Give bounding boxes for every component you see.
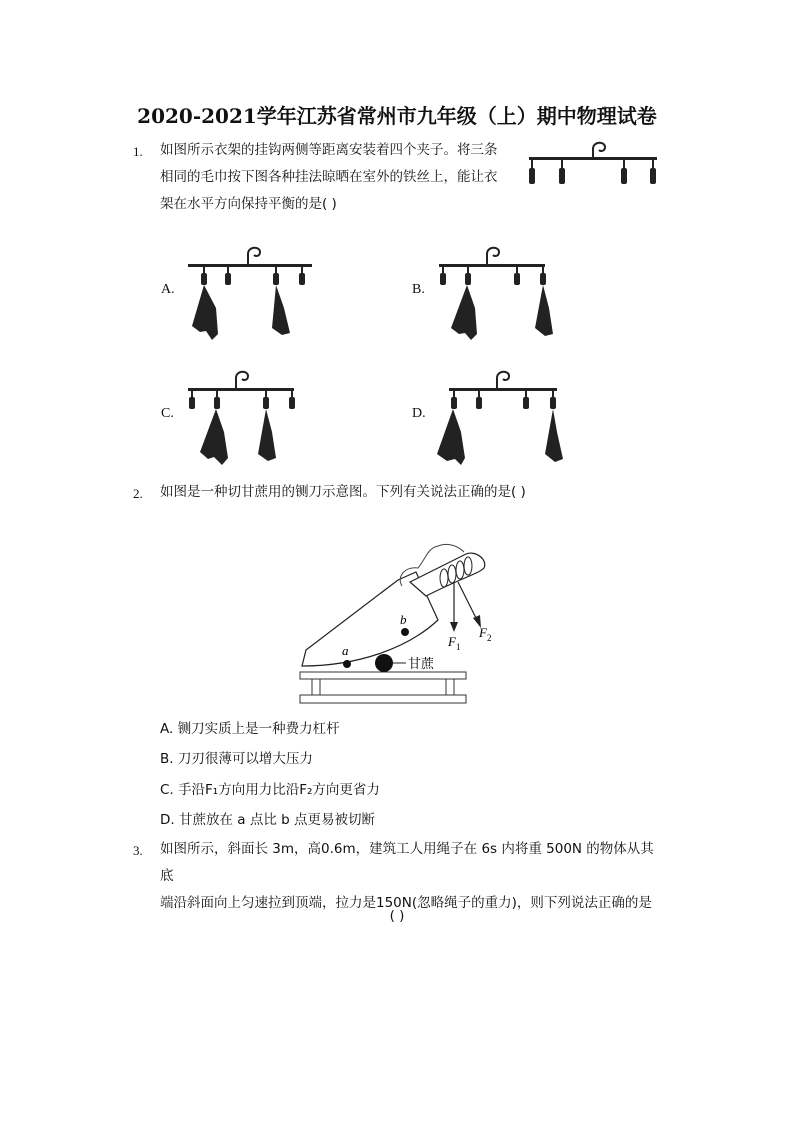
- question-3-line-1: 如图所示，斜面长 3m，高0.6m，建筑工人用绳子在 6s 内将重 500N 的物体从其底: [160, 841, 654, 884]
- question-3-number: 3.: [133, 843, 143, 858]
- option-c-figure: [186, 362, 314, 468]
- question-3-answer-paren: ( ): [389, 908, 405, 924]
- option-label: D.: [160, 812, 175, 828]
- force-f2-label: F: [479, 625, 487, 640]
- option-label: C.: [160, 782, 174, 798]
- option-b-label: B.: [412, 282, 425, 297]
- point-a-label: a: [342, 643, 349, 658]
- guillotine-figure: [298, 538, 498, 708]
- question-1-number: 1.: [133, 144, 143, 159]
- question-2-option-c: [160, 778, 380, 798]
- option-text: 铡刀实质上是一种费力杠杆: [177, 721, 340, 737]
- option-text: 手沿F₁方向用力比沿F₂方向更省力: [178, 782, 380, 798]
- question-2-option-b: [160, 747, 313, 767]
- force-f1-subscript: 1: [456, 642, 461, 652]
- option-b-figure: [437, 238, 565, 344]
- option-d-figure: [437, 362, 567, 468]
- question-2-option-d: [160, 808, 375, 828]
- sugarcane-label: 甘蔗: [408, 657, 435, 672]
- question-1-line-2: 相同的毛巾按下图各种挂法晾晒在室外的铁丝上，能让衣: [160, 169, 498, 185]
- option-text: 甘蔗放在 a 点比 b 点更易被切断: [178, 812, 375, 828]
- force-f1-label: F: [448, 634, 456, 649]
- hanger-reference-figure: [527, 135, 659, 191]
- question-3-line-2: 端沿斜面向上匀速拉到顶端，拉力是150N(忽略绳子的重力)，则下列说法正确的是: [160, 895, 652, 911]
- question-1-line-3: 架在水平方向保持平衡的是( ): [160, 196, 337, 212]
- option-label: B.: [160, 751, 174, 767]
- point-b-label: b: [400, 612, 407, 627]
- option-c-label: C.: [161, 406, 174, 421]
- force-f2-subscript: 2: [487, 633, 492, 643]
- option-d-label: D.: [412, 406, 426, 421]
- option-text: 刀刃很薄可以增大压力: [177, 751, 313, 767]
- question-2-text: 如图是一种切甘蔗用的铡刀示意图。下列有关说法正确的是( ): [160, 484, 526, 500]
- option-a-figure: [186, 238, 314, 344]
- option-label: A.: [160, 721, 174, 737]
- question-1-text: [160, 137, 498, 218]
- page-title: 2020-2021学年江苏省常州市九年级（上）期中物理试卷: [137, 104, 657, 128]
- question-1-line-1: 如图所示衣架的挂钩两侧等距离安装着四个夹子。将三条: [160, 142, 498, 158]
- question-2-number: 2.: [133, 486, 143, 501]
- question-2-option-a: [160, 717, 340, 737]
- option-a-label: A.: [161, 282, 175, 297]
